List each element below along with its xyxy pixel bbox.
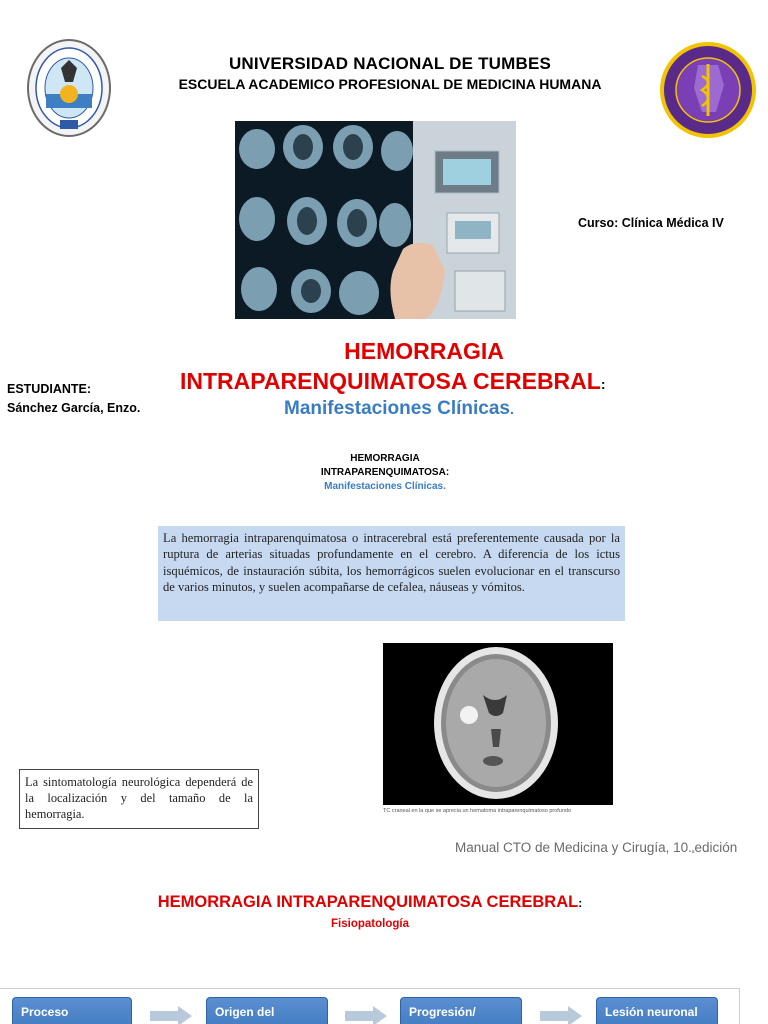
main-subtitle-text: Manifestaciones Clínicas <box>284 398 510 419</box>
flow-arrow-1 <box>150 1006 192 1024</box>
reference <box>455 840 737 858</box>
ct-scans-photo <box>235 121 516 319</box>
main-title-colon: : <box>600 376 606 392</box>
main-subtitle-dot: . <box>509 401 514 417</box>
flow-frame-right <box>739 988 740 1024</box>
section2-subtitle: Fisiopatología <box>331 918 409 930</box>
mini-heading-line3: Manifestaciones Clínicas. <box>324 481 446 492</box>
main-title-line1: HEMORRAGIA <box>344 338 504 364</box>
intro-paragraph: La hemorragia intraparenquimatosa o intracerebral está preferentemente causada por la ruptura de arterias situadas profundamente en el cerebro. A diferencia de los ictus isquémicos, de instauración súbita, los hemorrágicos suelen evolucionar en el transcurso de varios minutos, y suelen acompañarse de cefalea, náuseas y vómitos. <box>158 526 625 621</box>
symptoms-note: La sintomatología neurológica dependerá de la localización y del tamaño de la hemorragia. <box>19 769 259 829</box>
section2-colon: : <box>578 896 583 910</box>
course-label: Curso: Clínica Médica IV <box>578 216 724 230</box>
flow-step-1: Proceso <box>12 997 132 1024</box>
mini-heading-line1: HEMORRAGIA <box>350 453 420 464</box>
section2-title <box>0 893 740 912</box>
ct-scan-image <box>383 643 613 805</box>
mini-heading-line2: INTRAPARENQUIMATOSA: <box>320 467 450 478</box>
flow-step-4: Lesión neuronal <box>596 997 718 1024</box>
main-subtitle <box>284 398 684 420</box>
main-title-line2-text: INTRAPARENQUIMATOSA CEREBRAL <box>180 368 601 394</box>
flow-frame-top <box>0 988 740 989</box>
university-name: UNIVERSIDAD NACIONAL DE TUMBES <box>228 54 552 73</box>
section2-title-text: HEMORRAGIA INTRAPARENQUIMATOSA CEREBRAL <box>157 893 579 911</box>
school-name: ESCUELA ACADEMICO PROFESIONAL DE MEDICINA HUMANA <box>178 76 602 92</box>
flow-step-2: Origen del <box>206 997 328 1024</box>
university-seal-left <box>26 38 112 138</box>
reference-sub: ª <box>691 850 695 858</box>
ct-caption: TC craneal en la que se aprecia un hematoma intraparenquimatoso profundo <box>383 808 572 814</box>
school-seal-right <box>658 40 758 140</box>
reference-suffix: edición <box>694 840 738 855</box>
student-label: ESTUDIANTE: <box>7 382 92 396</box>
main-title-line2 <box>180 368 700 395</box>
flow-arrow-3 <box>540 1006 582 1024</box>
student-name: Sánchez García, Enzo. <box>7 401 141 415</box>
flow-arrow-2 <box>345 1006 387 1024</box>
flow-step-3: Progresión/ <box>400 997 522 1024</box>
reference-text: Manual CTO de Medicina y Cirugía, 10. <box>455 840 692 855</box>
